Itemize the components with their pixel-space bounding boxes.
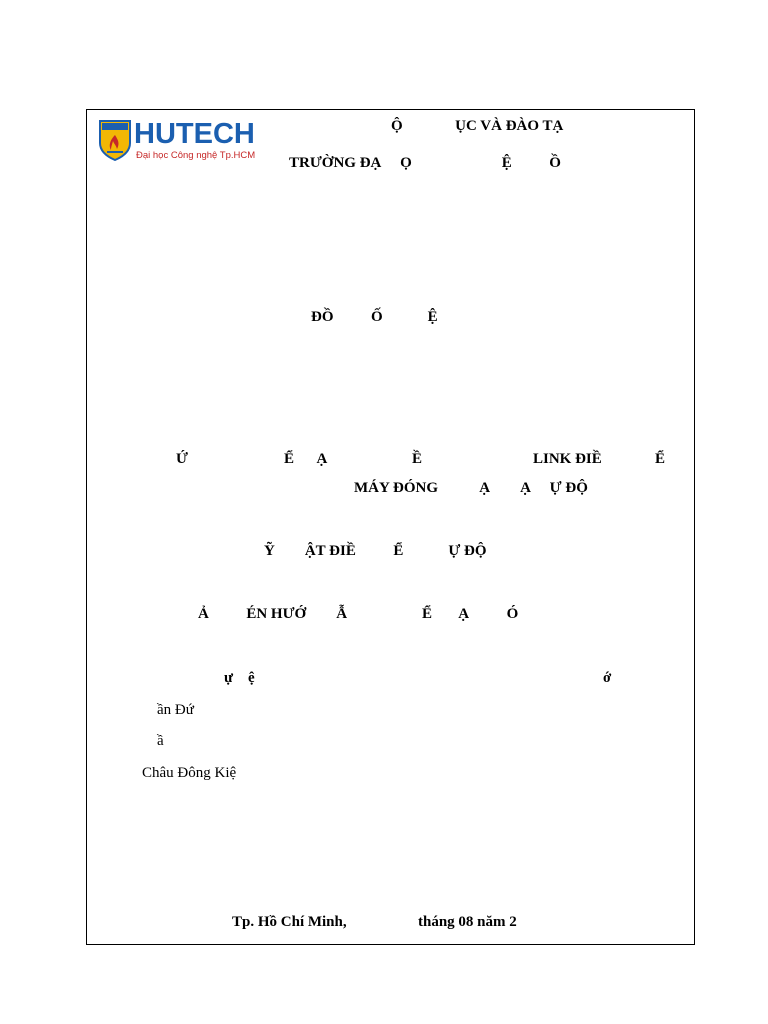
logo-tagline: Đại học Công nghệ Tp.HCM (136, 150, 256, 161)
hutech-logo (98, 118, 268, 164)
page-border (86, 109, 695, 945)
student-name-1: ần Đứ (157, 702, 194, 718)
supervisor-line: Ả ÉN HƯỚ Ẫ Ể Ạ Ó (198, 606, 519, 622)
university-heading: TRƯỜNG ĐẠ Ọ Ệ Ồ (289, 155, 561, 171)
topic-line2: MÁY ĐÓNG Ạ Ạ Ự ĐỘ (354, 480, 588, 496)
student-name-2: ầ (157, 733, 164, 749)
major-title: Ỹ ẬT ĐIỀ Ể Ự ĐỘ (264, 543, 487, 559)
topic-line1-part2: Ể Ạ (284, 451, 328, 467)
student-name-3: Châu Đông Kiệ (142, 765, 237, 781)
topic-line1-part4: LINK ĐIỀ (533, 451, 602, 467)
student-id-label: ớ (603, 670, 612, 686)
topic-line1-part5: Ể (655, 451, 666, 467)
footer-date: tháng 08 năm 2 (418, 914, 517, 930)
ministry-heading: Ộ ỤC VÀ ĐÀO TẠ (391, 118, 564, 134)
topic-line1-part1: Ứ (176, 451, 188, 467)
topic-line1-part3: Ề (412, 451, 423, 467)
logo-brand-text: HUTECH (134, 118, 255, 150)
footer-city: Tp. Hồ Chí Minh, (232, 914, 347, 930)
students-label: ự ệ (224, 670, 255, 686)
document-type-title: ĐỒ Ố Ệ (311, 309, 438, 325)
shield-logo-icon (98, 119, 132, 161)
